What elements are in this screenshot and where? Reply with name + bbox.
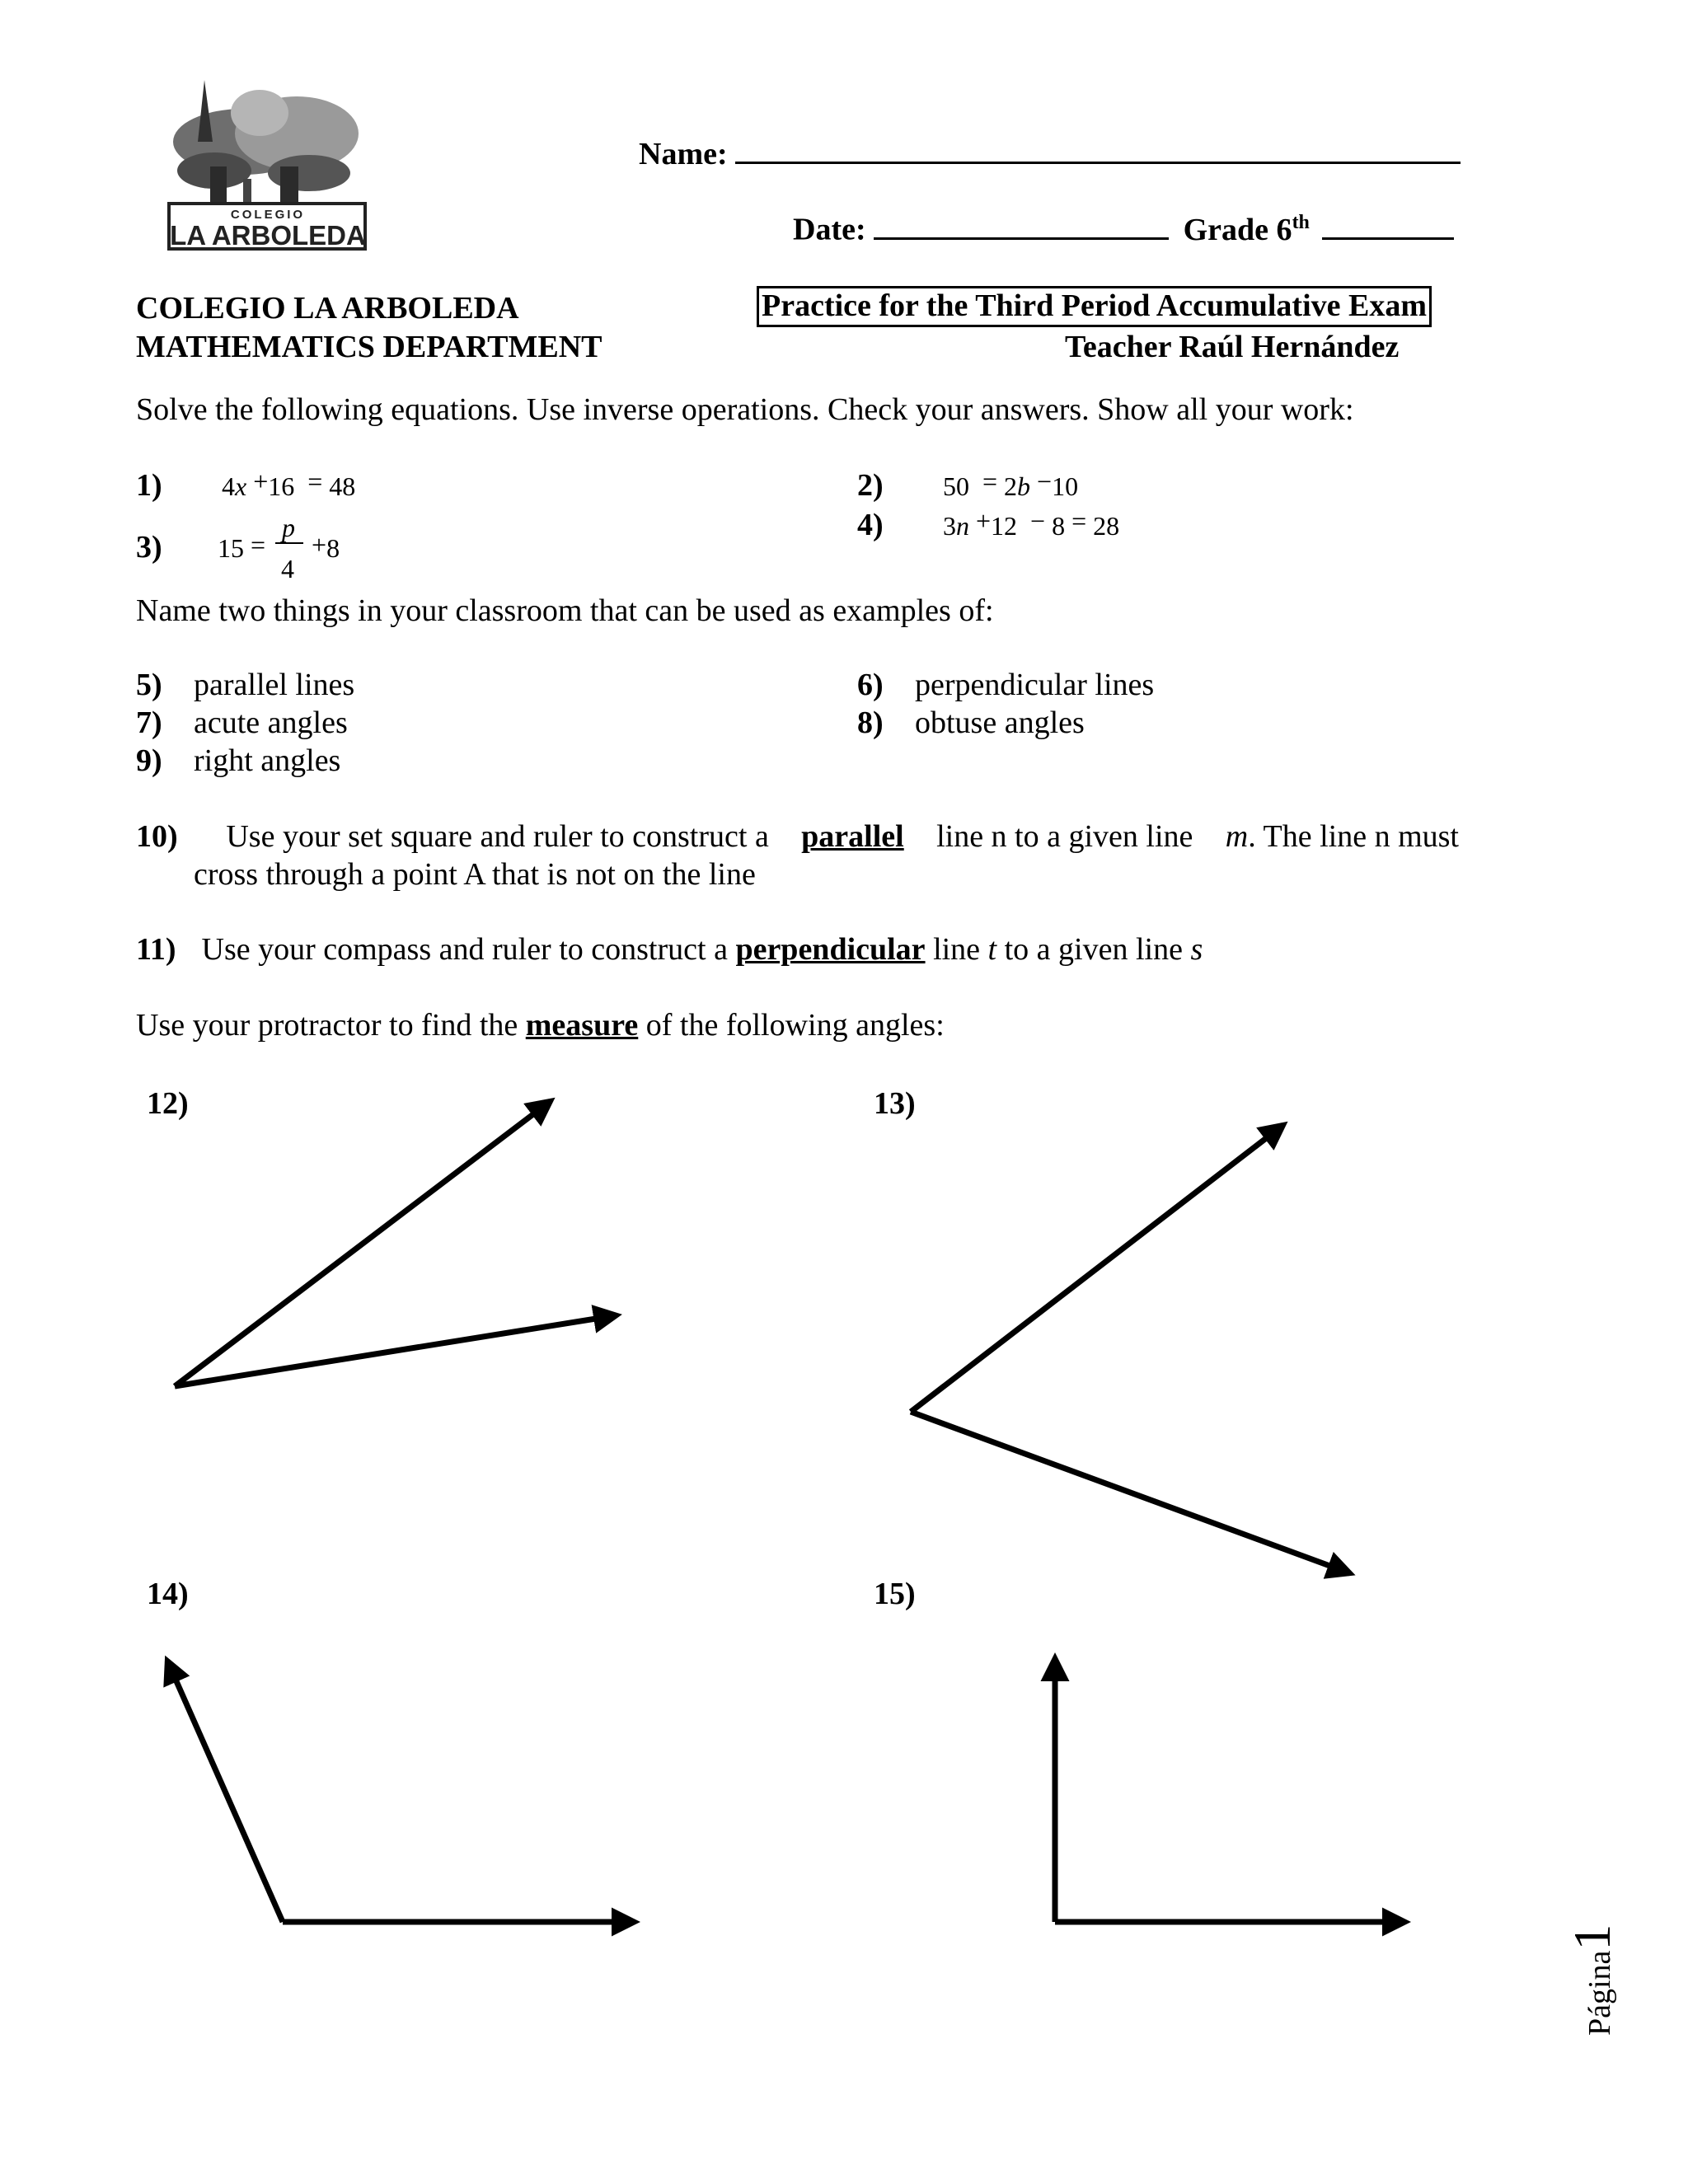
classroom-instructions: Name two things in your classroom that can be used as examples of: <box>136 593 994 628</box>
problem-number: 1) <box>136 468 162 503</box>
equation-2: 50 = 2b −10 <box>943 466 1079 501</box>
angle-12 <box>175 1101 617 1386</box>
question-10: 10) Use your set square and ruler to construct a parallel line n to a given line m. The line n must cross through a point A that is not on the line <box>136 819 1459 892</box>
page-footer <box>1563 1924 1621 2036</box>
item-5: 5) parallel lines <box>136 668 355 702</box>
school-name: COLEGIO LA ARBOLEDA <box>136 291 519 326</box>
angle-13-ray-b <box>911 1412 1350 1573</box>
teacher-name: Teacher Raúl Hernández <box>1065 330 1400 364</box>
angle-label-13: 13) <box>874 1086 916 1121</box>
angle-label-12: 12) <box>147 1086 189 1121</box>
problem-number: 2) <box>857 468 884 503</box>
item-8: 8) obtuse angles <box>857 705 1085 740</box>
angle-14 <box>167 1661 635 1922</box>
angle-13 <box>911 1125 1350 1573</box>
department-name: MATHEMATICS DEPARTMENT <box>136 330 603 364</box>
question-number: 10) <box>136 819 178 854</box>
name-label: Name: <box>639 137 728 171</box>
logo-small-text: COLEGIO <box>230 208 306 222</box>
angle-12-ray-b <box>175 1315 617 1386</box>
question-number: 11) <box>136 932 176 967</box>
logo-big-text: LA ARBOLEDA <box>170 220 366 251</box>
angle-label-14: 14) <box>147 1577 189 1611</box>
problem-number: 4) <box>857 508 884 542</box>
page-number: 1 <box>1563 1924 1621 1951</box>
item-7: 7) acute angles <box>136 705 348 740</box>
problem-number: 3) <box>136 530 162 565</box>
grade-label: Grade 6 <box>1183 212 1292 247</box>
exam-title: Practice for the Third Period Accumulative Exam <box>757 286 1432 327</box>
equation-1: 4x +16 = 48 <box>222 466 356 501</box>
page-label: Página <box>1582 1950 1617 2036</box>
angle-14-ray-a <box>167 1661 283 1922</box>
angle-13-ray-a <box>911 1125 1283 1412</box>
angle-15 <box>1055 1658 1405 1922</box>
measure-emphasis: measure <box>525 1008 639 1043</box>
date-label: Date: <box>793 212 866 247</box>
parallel-emphasis: parallel <box>801 819 904 854</box>
equation-3: 15 = $\frac{p}{4}$ +8 <box>218 513 340 583</box>
item-6: 6) perpendicular lines <box>857 668 1155 702</box>
equation-4: 3n +12 − 8 = 28 <box>943 506 1120 541</box>
equations-instructions: Solve the following equations. Use inverse operations. Check your answers. Show all your work: <box>136 392 1354 427</box>
question-11: 11) Use your compass and ruler to construct a perpendicular line t to a given line s <box>136 932 1203 967</box>
grade-superscript: th <box>1292 212 1310 233</box>
protractor-instructions: Use your protractor to find the measure of the following angles: <box>136 1008 945 1043</box>
angle-12-ray-a <box>175 1101 551 1386</box>
angle-label-15: 15) <box>874 1577 916 1611</box>
perpendicular-emphasis: perpendicular <box>735 932 926 967</box>
item-9: 9) right angles <box>136 743 341 778</box>
